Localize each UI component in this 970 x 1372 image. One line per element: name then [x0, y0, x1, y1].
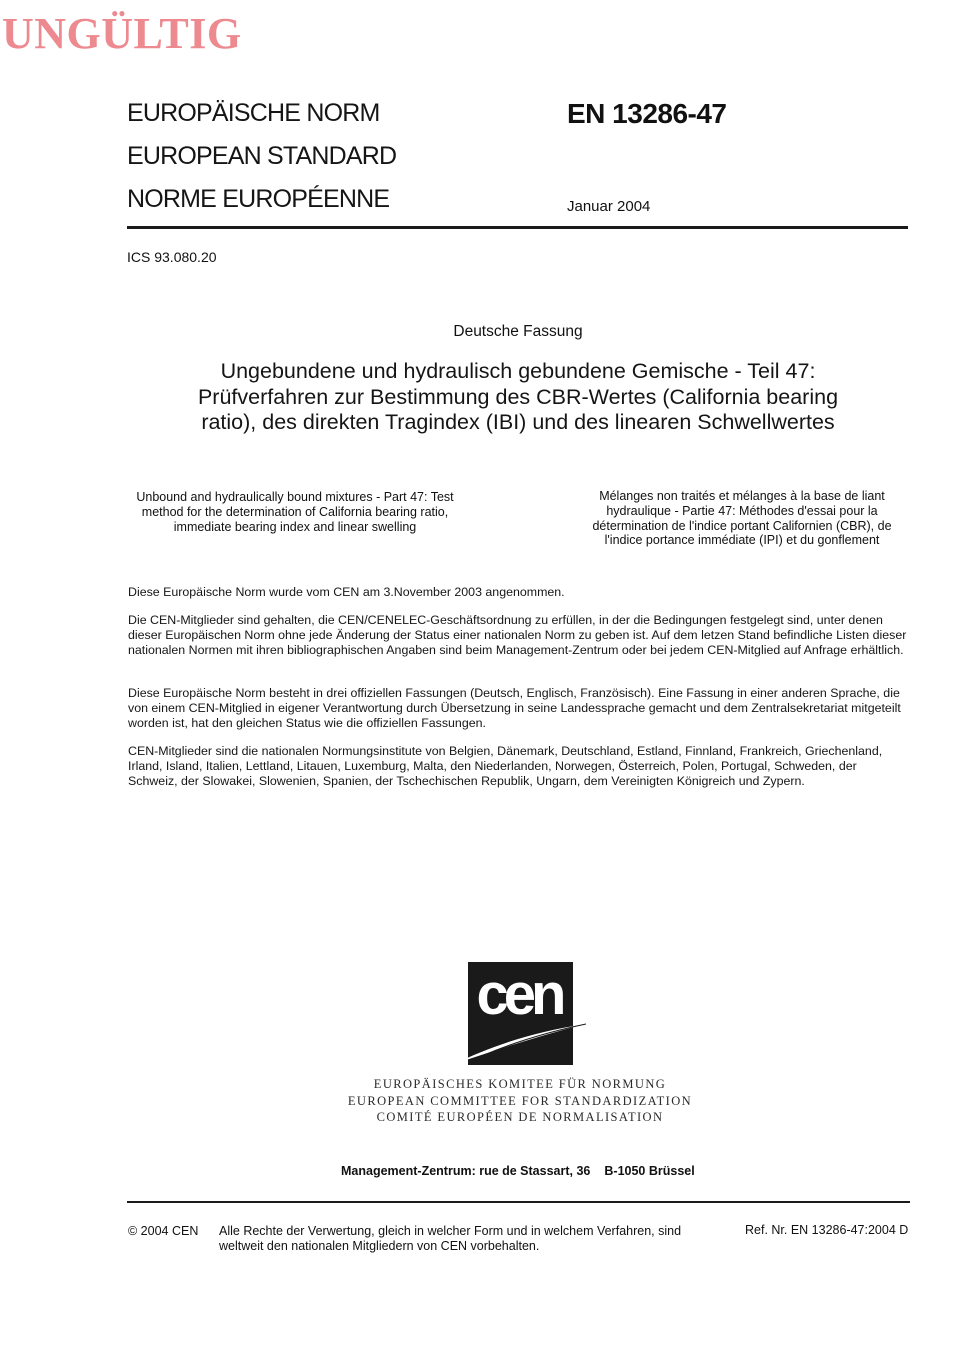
main-title: Ungebundene und hydraulisch gebundene Gemische - Teil 47: Prüfverfahren zur Bestimmung des CBR-Wertes (California bearing ratio), des direkten Tragindex (IBI) und des linearen Schwellwertes [197, 359, 839, 434]
subtitle-french: Mélanges non traités et mélanges à la base de liant hydraulique - Partie 47: Méthodes d'essai pour la détermination de l'indice portant Californien (CBR), de l'indice portance immédiate (IPI) et du gonflement [592, 489, 892, 548]
committee-french: COMITÉ EUROPÉEN DE NORMALISATION [376, 1110, 664, 1124]
ics-code: ICS 93.080.20 [127, 249, 217, 265]
logo-text: cen [476, 962, 562, 1027]
paragraph-regulations: Die CEN-Mitglieder sind gehalten, die CEN/CENELEC-Geschäftsordnung zu erfüllen, in der die Bedingungen festgelegt sind, unter denen dieser Europäischen Norm ohne jede Änderung der Status einer nationalen Norm zu geben ist. Auf dem letzen Stand befindliche Listen dieser nationalen Normen mit ihren bibliographischen Angaben sind beim Management-Zentrum oder bei jedem CEN-Mitglied auf Anfrage erhältlich. [128, 613, 907, 657]
committee-names [300, 1076, 740, 1126]
invalid-stamp: UNGÜLTIG [2, 9, 242, 58]
header-divider [127, 226, 908, 229]
footer-divider [127, 1201, 910, 1203]
committee-english: EUROPEAN COMMITTEE FOR STANDARDIZATION [347, 1093, 693, 1108]
management-address: Management-Zentrum: rue de Stassart, 36 [341, 1164, 591, 1178]
paragraph-members: CEN-Mitglieder sind die nationalen Normungsinstitute von Belgien, Dänemark, Deutschland, Estland, Finnland, Frankreich, Griechenland, Irland, Island, Italien, Lettland, Litauen, Luxemburg, Malta, den Niederlanden, Norwegen, Österreich, Polen, Portugal, Schweden, der Schweiz, der Slowakei, Slowenien, Spanien, der Tschechischen Republik, Ungarn, dem Vereinigten Königreich und Zypern. [128, 744, 883, 788]
management-city: B-1050 Brüssel [604, 1164, 695, 1178]
committee-german: EUROPÄISCHES KOMITEE FÜR NORMUNG [373, 1077, 667, 1091]
management-center [341, 1164, 695, 1178]
reference-number: Ref. Nr. EN 13286-47:2004 D [745, 1223, 909, 1237]
title-english: EUROPEAN STANDARD [127, 142, 397, 170]
copyright: © 2004 CEN [128, 1224, 199, 1238]
paragraph-adoption: Diese Europäische Norm wurde vom CEN am 3.November 2003 angenommen. [128, 585, 565, 599]
subtitle-english: Unbound and hydraulically bound mixtures - Part 47: Test method for the determination of California bearing ratio, immediate bearing index and linear swelling [136, 490, 454, 534]
rights-notice: Alle Rechte der Verwertung, gleich in welcher Form und in welchem Verfahren, sind weltweit den nationalen Mitgliedern von CEN vorbehalten. [219, 1224, 682, 1253]
standard-number: EN 13286-47 [567, 98, 727, 129]
version-label: Deutsche Fassung [453, 323, 583, 340]
title-german: EUROPÄISCHE NORM [127, 99, 380, 127]
paragraph-versions: Diese Europäische Norm besteht in drei offiziellen Fassungen (Deutsch, Englisch, Französisch). Eine Fassung in einer anderen Sprache, die von einem CEN-Mitglied in eigener Verantwortung durch Übersetzung in seine Landessprache gemacht und dem Zentralsekretariat mitgeteilt worden ist, hat den gleichen Status wie die offiziellen Fassungen. [128, 686, 901, 730]
title-french: NORME EUROPÉENNE [127, 185, 390, 213]
publication-date: Januar 2004 [567, 198, 651, 215]
cen-logo-icon [452, 960, 592, 1068]
